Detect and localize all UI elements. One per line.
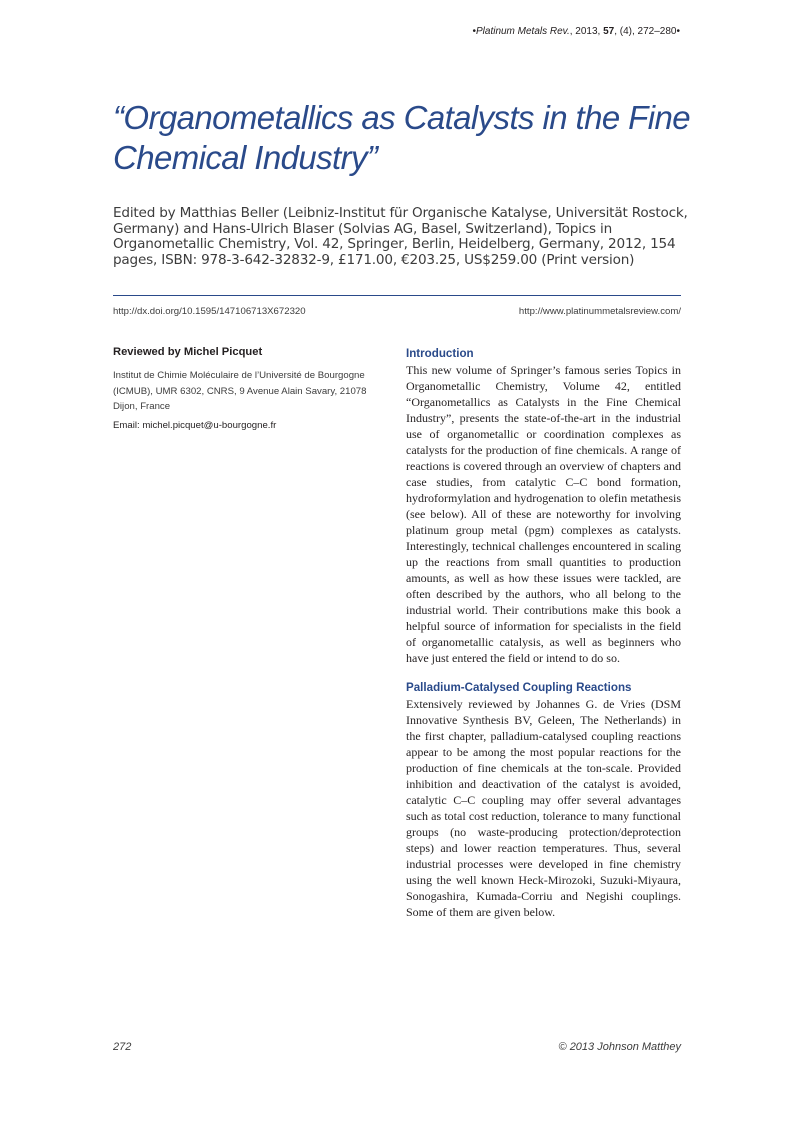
bullet-left: • bbox=[472, 26, 476, 37]
journal-reference bbox=[472, 26, 680, 37]
journal-name: Platinum Metals Rev. bbox=[475, 26, 570, 37]
book-details: Edited by Matthias Beller (Leibniz-Institut für Organische Katalyse, Universität Rostock, Germany) and Hans-Ulrich Blaser (Solvias AG, Basel, Switzerland), Topics in Organometallic Chemistry, Vol. 42, Springer, Berlin, Heidelberg, Germany, 2012, 154 pages, ISBN: 978-3-642-32832-9, £171.00, €203.25, US$259.00 (Print version) bbox=[113, 205, 688, 268]
issue-pages: , (4), 272–280 bbox=[614, 26, 677, 37]
article-body bbox=[406, 346, 681, 920]
bullet-right: • bbox=[676, 26, 680, 37]
year: , 2013, bbox=[569, 26, 604, 37]
section-spacer bbox=[406, 666, 681, 680]
divider bbox=[113, 295, 681, 296]
page-title: “Organometallics as Catalysts in the Fine Chemical Industry” bbox=[113, 99, 690, 176]
section-heading-palladium: Palladium-Catalysed Coupling Reactions bbox=[406, 681, 632, 694]
reviewer-panel bbox=[113, 346, 388, 433]
volume: 57 bbox=[603, 26, 615, 37]
page-number: 272 bbox=[113, 1041, 132, 1053]
section-text-palladium: Extensively reviewed by Johannes G. de Vries (DSM Innovative Synthesis BV, Geleen, The Netherlands) in the first chapter, palladium-catalysed coupling reactions appear to be among the most popular reactions for the production of fine chemicals at the ton-scale. Provided inhibition and deactivation of the catalyst is avoided, catalytic C–C coupling may offer several advantages such as total cost reduction, tolerance to many functional groups (no waste-producing protection/deprotection steps) and lower reaction temperatures. Thus, several industrial processes were developed in fine chemistry using the well known Heck-Mirozoki, Suzuki-Miyaura, Sonogashira, Kumada-Corriu and Negishi couplings. Some of them are given below. bbox=[406, 697, 681, 919]
reviewer-email[interactable]: Email: michel.picquet@u-bourgogne.fr bbox=[113, 419, 277, 431]
reviewer-name: Reviewed by Michel Picquet bbox=[113, 346, 263, 358]
website-link[interactable]: http://www.platinummetalsreview.com/ bbox=[518, 306, 681, 317]
reviewer-affiliation: Institut de Chimie Moléculaire de l’Université de Bourgogne (ICMUB), UMR 6302, CNRS, 9 Avenue Alain Savary, 21078 Dijon, France bbox=[113, 370, 367, 413]
doi-link[interactable]: http://dx.doi.org/10.1595/147106713X672320 bbox=[113, 306, 306, 317]
copyright: © 2013 Johnson Matthey bbox=[558, 1041, 681, 1053]
section-text-introduction: This new volume of Springer’s famous series Topics in Organometallic Chemistry, Volume 42, entitled “Organometallics as Catalysts in the Fine Chemical Industry”, presents the state-of-the-art in the industrial use of organometallic or coordination complexes as catalysts for the production of fine chemicals. A range of reactions is covered through an overview of chapters and case studies, from catalytic C–C bond formation, hydroformylation and hydrogenation to olefin metathesis (see below). All of these are noteworthy for involving platinum group metal (pgm) complexes as catalysts. Interestingly, technical challenges encountered in scaling up the reactions from small quantities to production amounts, as well as how these issues were tackled, are often described by the authors, who all belong to the industrial world. Their contributions make this book a helpful source of information for specialists in the field of organometallic catalysis, as well as beginners who have just entered the field or intend to do so. bbox=[406, 363, 681, 665]
section-heading-introduction: Introduction bbox=[406, 347, 474, 360]
